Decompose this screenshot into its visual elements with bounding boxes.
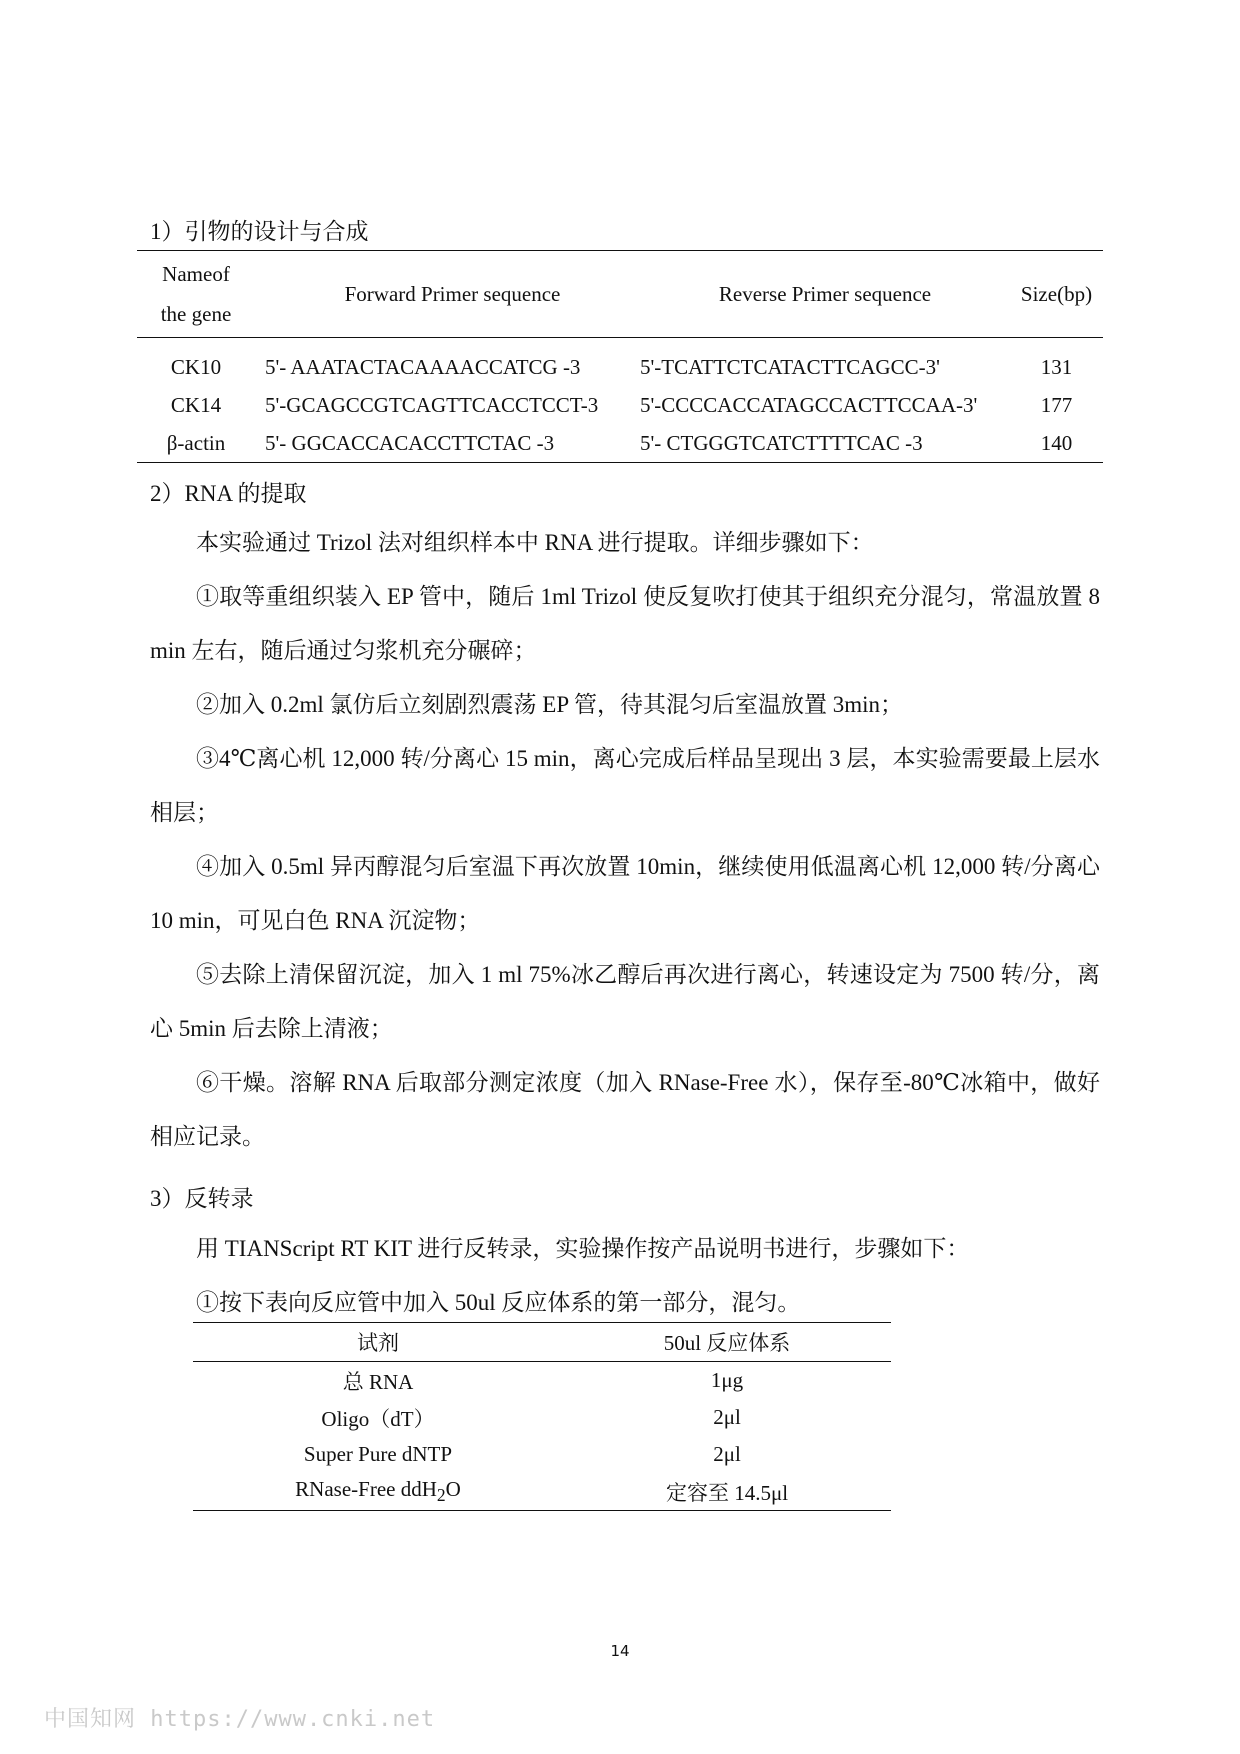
forward-primer: 5'- AAATACTACAAAACCATCG -3: [265, 354, 581, 379]
reagent-table: [193, 1322, 891, 1511]
table-row: [193, 1473, 891, 1511]
reagent-name: Oligo（dT）: [321, 1406, 435, 1431]
gene-name: CK10: [170, 354, 222, 379]
table-row: [137, 424, 1103, 463]
reagent-name: 总 RNA: [342, 1369, 414, 1394]
reagent-volume: 2μl: [713, 1442, 741, 1466]
section-title-rna-extraction: 2）RNA 的提取: [150, 481, 307, 506]
reagent-volume: 2μl: [713, 1405, 741, 1429]
rna-step-1: ①取等重组织装入 EP 管中，随后 1ml Trizol 使反复吹打使其于组织充分混匀，常温放置 8 min 左右，随后通过匀浆机充分碾碎；: [150, 584, 1100, 663]
gene-name: CK14: [170, 392, 222, 417]
reverse-primer: 5'- CTGGGTCATCTTTTCAC -3: [640, 424, 1010, 463]
table-row: [193, 1436, 891, 1473]
primer-table-header: [137, 251, 1103, 338]
table-row: [137, 348, 1103, 386]
header-forward: Forward Primer sequence: [255, 251, 640, 338]
product-size: 177: [1040, 392, 1073, 417]
rt-body: [150, 1222, 1100, 1330]
rna-intro: 本实验通过 Trizol 法对组织样本中 RNA 进行提取。详细步骤如下：: [196, 530, 874, 555]
rna-step-6: ⑥干燥。溶解 RNA 后取部分测定浓度（加入 RNase-Free 水），保存至-80℃冰箱中，做好相应记录。: [150, 1070, 1100, 1149]
header-reagent: 试剂: [193, 1323, 563, 1362]
product-size: 140: [1010, 424, 1103, 463]
primer-table: [137, 250, 1103, 463]
gene-name: β-actin: [137, 424, 255, 463]
rt-intro: 用 TIANScript RT KIT 进行反转录，实验操作按产品说明书进行，步骤如下：: [196, 1236, 970, 1261]
reagent-volume: 定容至 14.5μl: [563, 1473, 891, 1511]
reagent-name: RNase-Free ddH$_2$O: [193, 1473, 563, 1511]
header-size: Size(bp): [1010, 251, 1103, 338]
rna-extraction-body: [150, 516, 1100, 1164]
header-gene-name: Nameof the gene: [137, 251, 255, 338]
table-row: [137, 386, 1103, 424]
rna-step-3: ③4℃离心机 12,000 转/分离心 15 min，离心完成后样品呈现出 3 层，本实验需要最上层水相层；: [150, 746, 1100, 825]
reverse-primer: 5'-TCATTCTCATACTTCAGCC-3': [640, 354, 940, 379]
cnki-watermark: 中国知网 https://www.cnki.net: [44, 1707, 436, 1732]
rt-step-1: ①按下表向反应管中加入 50ul 反应体系的第一部分，混匀。: [196, 1290, 801, 1315]
section-title-reverse-transcription: 3）反转录: [150, 1186, 254, 1211]
reagent-volume: 1μg: [710, 1368, 744, 1392]
rna-step-4: ④加入 0.5ml 异丙醇混匀后室温下再次放置 10min，继续使用低温离心机 12,000 转/分离心 10 min，可见白色 RNA 沉淀物；: [150, 854, 1100, 933]
rna-step-2: ②加入 0.2ml 氯仿后立刻剧烈震荡 EP 管，待其混匀后室温放置 3min；: [196, 692, 904, 717]
reagent-name: Super Pure dNTP: [303, 1442, 453, 1466]
table-row: [193, 1399, 891, 1436]
table-row: [193, 1362, 891, 1400]
forward-primer: 5'- GGCACCACACCTTCTAC -3: [255, 424, 640, 463]
header-volume: 50ul 反应体系: [563, 1323, 891, 1362]
product-size: 131: [1040, 354, 1073, 379]
reverse-primer: 5'-CCCCACCATAGCCACTTCCAA-3': [640, 392, 978, 417]
page-number: 14: [610, 1642, 630, 1660]
rna-step-5: ⑤去除上清保留沉淀，加入 1 ml 75%冰乙醇后再次进行离心，转速设定为 7500 转/分，离心 5min 后去除上清液；: [150, 962, 1100, 1041]
section-title-primers: 1）引物的设计与合成: [150, 219, 369, 244]
header-reverse: Reverse Primer sequence: [640, 251, 1010, 338]
forward-primer: 5'-GCAGCCGTCAGTTCACCTCCT-3: [265, 392, 599, 417]
reagent-table-header: [193, 1323, 891, 1362]
